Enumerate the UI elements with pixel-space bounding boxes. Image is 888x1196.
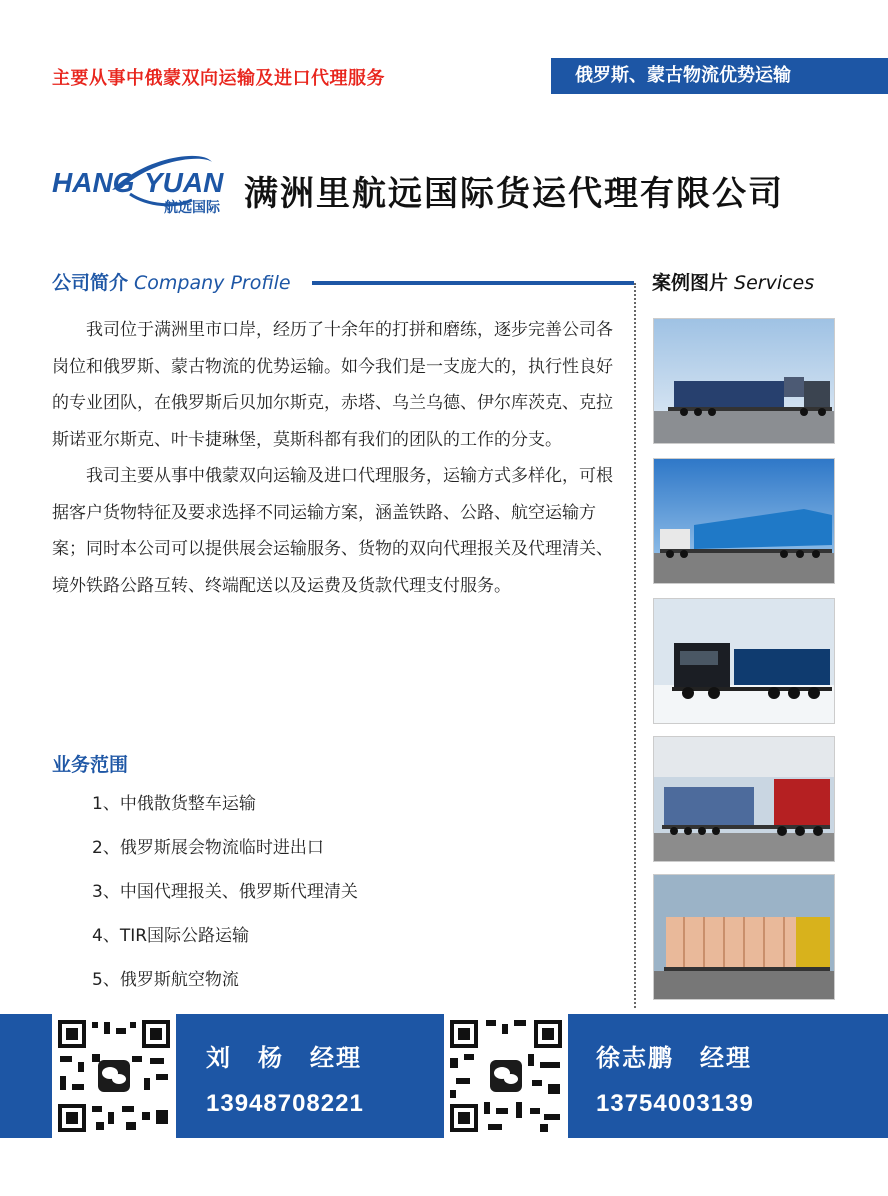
heading-divider <box>312 281 634 285</box>
column-divider <box>634 283 636 1008</box>
case-photo-truck-blue-cargo <box>653 318 835 444</box>
scope-item: 5、俄罗斯航空物流 <box>92 970 239 990</box>
scope-list <box>92 790 358 1010</box>
profile-heading-cn: 公司简介 <box>52 272 129 294</box>
contact-phone-2[interactable]: 13754003139 <box>596 1090 754 1117</box>
scope-item: 4、TIR国际公路运输 <box>92 926 250 946</box>
top-right-banner: 俄罗斯、蒙古物流优势运输 <box>551 58 888 94</box>
logo-text-hang: HANG <box>52 167 135 198</box>
scope-item: 1、中俄散货整车运输 <box>92 794 256 814</box>
scope-heading: 业务范围 <box>52 754 129 776</box>
company-name: 满洲里航远国际货运代理有限公司 <box>244 174 784 214</box>
contact-name-1: 刘 杨 经理 <box>206 1044 362 1072</box>
contact-phone-1[interactable]: 13948708221 <box>206 1090 364 1117</box>
profile-paragraph: 我司主要从事中俄蒙双向运输及进口代理服务，运输方式多样化，可根据客户货物特征及要求选择不同运输方案，涵盖铁路、公路、航空运输方案；同时本公司可以提供展会运输服务、货物的双向代理报关及代理清关、境外铁路公路互转、终端配送以及运费及货款代理支付服务。 <box>52 466 613 596</box>
case-photo-curtain-trailer <box>653 874 835 1000</box>
logo-text-cn: 航远国际 <box>164 200 220 216</box>
scope-item: 2、俄罗斯展会物流临时进出口 <box>92 838 324 858</box>
scope-item: 3、中国代理报关、俄罗斯代理清关 <box>92 882 358 902</box>
top-slogan: 主要从事中俄蒙双向运输及进口代理服务 <box>52 68 385 89</box>
logo-text-yuan: YUAN <box>144 167 224 198</box>
case-photo-truck-snow <box>653 598 835 724</box>
wechat-qr-code-2[interactable] <box>444 1014 568 1138</box>
wechat-qr-code-1[interactable] <box>52 1014 176 1138</box>
profile-heading <box>52 268 291 295</box>
services-heading <box>652 268 814 295</box>
hangyuan-logo <box>52 150 238 218</box>
case-photo-red-truck-mall <box>653 736 835 862</box>
profile-body <box>52 312 626 604</box>
services-heading-cn: 案例图片 <box>652 272 729 294</box>
profile-paragraph: 我司位于满洲里市口岸，经历了十余年的打拼和磨练，逐步完善公司各岗位和俄罗斯、蒙古物流的优势运输。如今我们是一支庞大的，执行性良好的专业团队，在俄罗斯后贝加尔斯克，赤塔、乌兰乌德、伊尔库茨克、克拉斯诺亚尔斯克、叶卡捷琳堡，莫斯科都有我们的团队的工作的分支。 <box>52 320 613 450</box>
services-heading-en: Services <box>734 272 815 294</box>
profile-heading-en: Company Profile <box>134 272 291 294</box>
case-photo-truck-tarp <box>653 458 835 584</box>
contact-name-2: 徐志鹏 经理 <box>596 1044 752 1072</box>
